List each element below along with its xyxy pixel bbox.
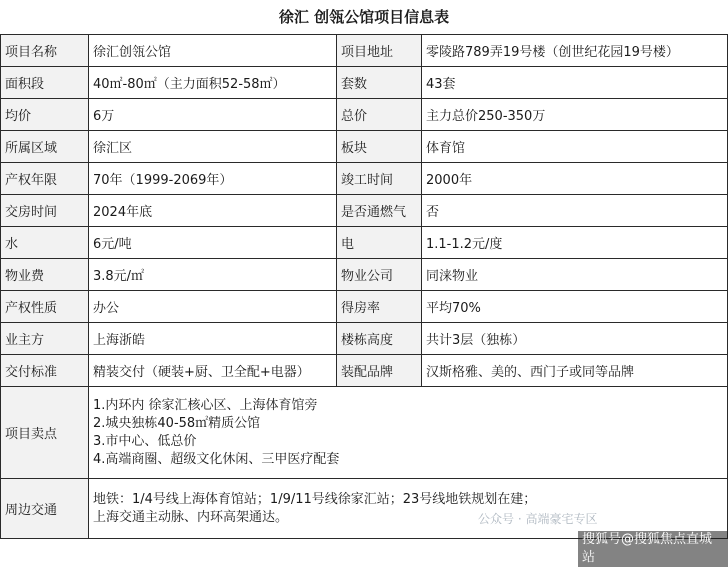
- field-value: 共计3层（独栋）: [422, 323, 728, 355]
- field-label: 项目名称: [1, 35, 89, 67]
- traffic-line: 地铁：1/4号线上海体育馆站；1/9/11号线徐家汇站；23号线地铁规划在建；: [93, 491, 537, 507]
- traffic-row: [1, 479, 728, 539]
- field-value: 主力总价250-350万: [422, 99, 728, 131]
- table-row: [1, 99, 728, 131]
- table-row: [1, 291, 728, 323]
- table-row: [1, 67, 728, 99]
- field-label: 板块: [337, 131, 422, 163]
- field-value: 6万: [89, 99, 337, 131]
- table-row: [1, 163, 728, 195]
- table-row: [1, 35, 728, 67]
- field-value: 办公: [89, 291, 337, 323]
- field-label: 产权年限: [1, 163, 89, 195]
- field-label: 楼栋高度: [337, 323, 422, 355]
- field-label: 业主方: [1, 323, 89, 355]
- field-value: 体育馆: [422, 131, 728, 163]
- selling-point-line: 2.城央独栋40-58㎡精质公馆: [93, 415, 261, 431]
- table-row: [1, 259, 728, 291]
- field-value: 43套: [422, 67, 728, 99]
- field-label: 面积段: [1, 67, 89, 99]
- traffic-value: [89, 479, 728, 539]
- field-value: 70年（1999-2069年）: [89, 163, 337, 195]
- selling-point-line: 1.内环内 徐家汇核心区、上海体育馆旁: [93, 397, 318, 413]
- table-row: [1, 131, 728, 163]
- source-watermark: 搜狐号@搜狐焦点直城站: [578, 531, 728, 567]
- field-label: 物业公司: [337, 259, 422, 291]
- selling-point-line: 3.市中心、低总价: [93, 433, 197, 449]
- field-value: 1.1-1.2元/度: [422, 227, 728, 259]
- traffic-label: 周边交通: [1, 479, 89, 539]
- field-label: 是否通燃气: [337, 195, 422, 227]
- field-value: 40㎡-80㎡（主力面积52-58㎡）: [89, 67, 337, 99]
- field-value: 同涞物业: [422, 259, 728, 291]
- field-value: 3.8元/㎡: [89, 259, 337, 291]
- account-watermark: 公众号 · 高端豪宅专区: [478, 512, 598, 526]
- field-label: 产权性质: [1, 291, 89, 323]
- field-label: 套数: [337, 67, 422, 99]
- field-label: 竣工时间: [337, 163, 422, 195]
- selling-points-value: [89, 387, 728, 479]
- traffic-line: 上海交通主动脉、内环高架通达。: [93, 509, 289, 525]
- field-value: 2024年底: [89, 195, 337, 227]
- field-label: 交房时间: [1, 195, 89, 227]
- field-label: 交付标准: [1, 355, 89, 387]
- table-row: [1, 227, 728, 259]
- field-label: 电: [337, 227, 422, 259]
- field-value: 零陵路789弄19号楼（创世纪花园19号楼）: [422, 35, 728, 67]
- field-value: 2000年: [422, 163, 728, 195]
- field-value: 汉斯格雅、美的、西门子或同等品牌: [422, 355, 728, 387]
- field-label: 物业费: [1, 259, 89, 291]
- selling-points-label: 项目卖点: [1, 387, 89, 479]
- table-row: [1, 195, 728, 227]
- selling-points-row: [1, 387, 728, 479]
- field-label: 水: [1, 227, 89, 259]
- field-value: 6元/吨: [89, 227, 337, 259]
- field-value: 上海浙皓: [89, 323, 337, 355]
- project-info-table: [0, 34, 728, 539]
- selling-point-line: 4.高端商圈、超级文化休闲、三甲医疗配套: [93, 451, 340, 467]
- field-value: 平均70%: [422, 291, 728, 323]
- field-value: 徐汇区: [89, 131, 337, 163]
- table-row: [1, 355, 728, 387]
- field-label: 项目地址: [337, 35, 422, 67]
- field-label: 所属区域: [1, 131, 89, 163]
- field-label: 总价: [337, 99, 422, 131]
- field-label: 装配品牌: [337, 355, 422, 387]
- field-value: 否: [422, 195, 728, 227]
- field-value: 精装交付（硬装+厨、卫全配+电器）: [89, 355, 337, 387]
- field-value: 徐汇创瓴公馆: [89, 35, 337, 67]
- table-title: 徐汇 创瓴公馆项目信息表: [278, 8, 450, 26]
- table-row: [1, 323, 728, 355]
- field-label: 得房率: [337, 291, 422, 323]
- field-label: 均价: [1, 99, 89, 131]
